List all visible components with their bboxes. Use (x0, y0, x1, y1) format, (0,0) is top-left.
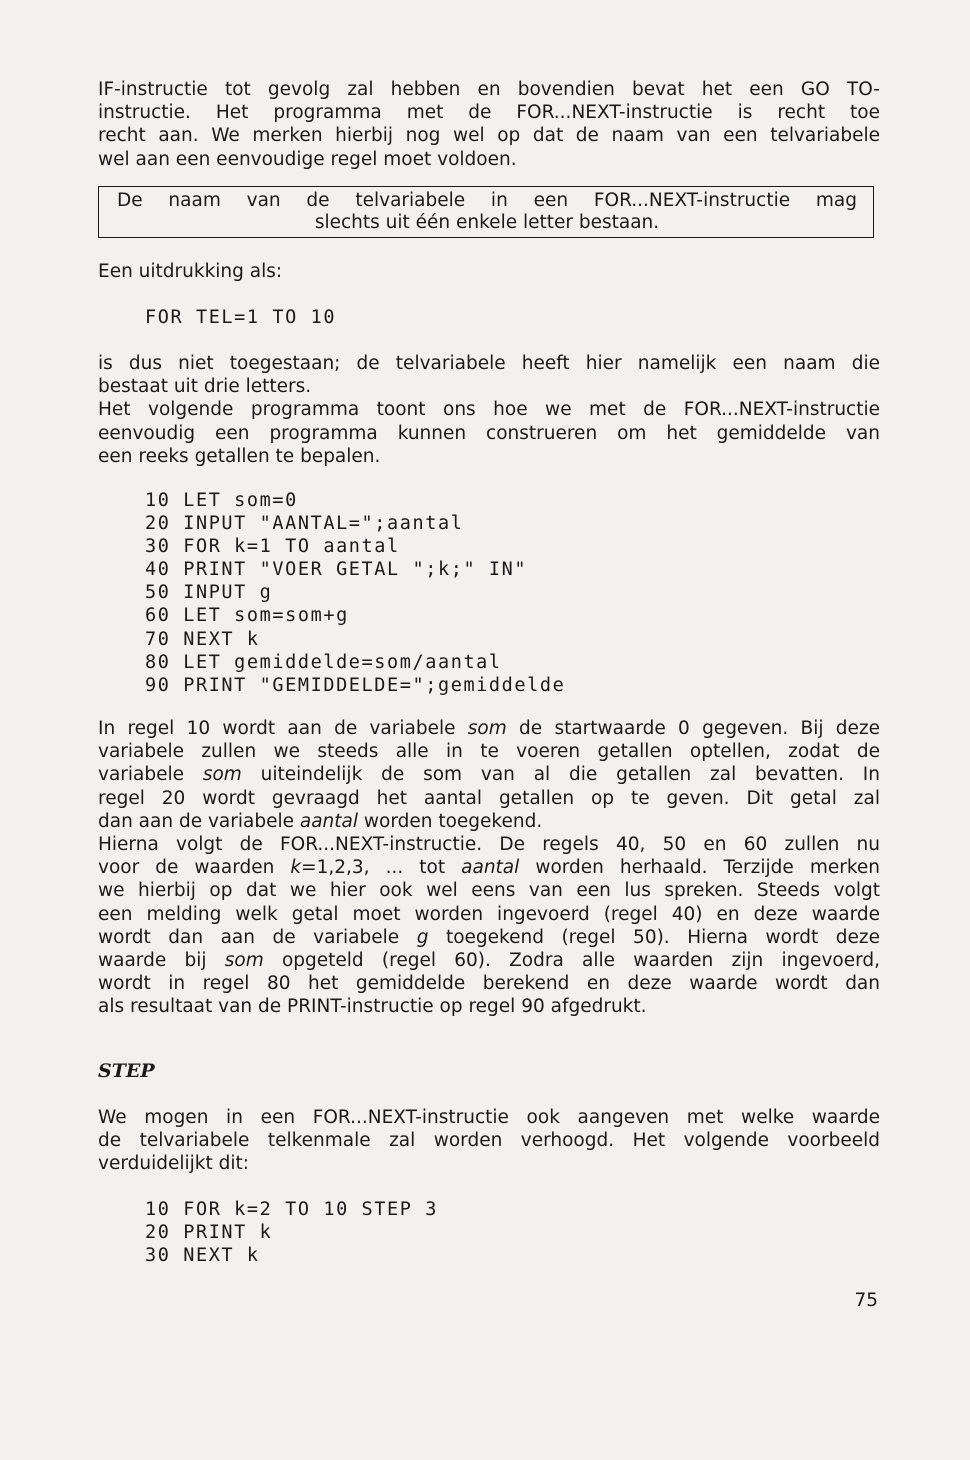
text-line: eenvoudig een programma kunnen construeren om het gemiddelde van (98, 422, 880, 444)
page-number: 75 (854, 1290, 878, 1311)
text-line: variabele zullen we steeds alle in te voeren getallen optellen, zodat de (98, 741, 880, 763)
paragraph-explanation (98, 352, 880, 468)
text-line: wel aan een eenvoudige regel moet voldoen. (98, 148, 517, 170)
text-line: een melding welk getal moet worden ingevoerd (regel 40) en deze waarde (98, 903, 880, 925)
rule-line: slechts uit één enkele letter bestaan. (314, 212, 660, 233)
text-line: is dus niet toegestaan; de telvariabele heeft hier namelijk een naam die (98, 353, 880, 374)
code-listing-step (145, 1198, 438, 1267)
text-line: als resultaat van de PRINT-instructie op regel 90 afgedrukt. (98, 996, 647, 1018)
code-line: 70 NEXT k (145, 628, 260, 650)
text-line: waarde bij som opgeteld (regel 60). Zodra alle waarden zijn ingevoerd, (98, 950, 880, 972)
code-example-invalid (145, 306, 336, 329)
text-line: dan aan de variabele aantal worden toegekend. (98, 810, 543, 832)
text-line: wordt dan aan de variabele g toegekend (regel 50). Hierna wordt deze (98, 926, 880, 948)
code-line: 90 PRINT "GEMIDDELDE=";gemiddelde (145, 674, 566, 696)
code-line: 30 FOR k=1 TO aantal (145, 536, 400, 558)
text-line: we hierbij op dat we hier ook wel eens van een lus spreken. Steeds volgt (98, 880, 880, 902)
code-line: 10 FOR k=2 TO 10 STEP 3 (145, 1199, 438, 1220)
rule-line: De naam van de telvariabele in een FOR...NEXT-instructie mag (117, 190, 857, 211)
code-line: 60 LET som=som+g (145, 605, 349, 627)
text-line: verduidelijkt dit: (98, 1153, 249, 1175)
code-line: 40 PRINT "VOER GETAL ";k;" IN" (145, 559, 528, 581)
text-line: instructie. Het programma met de FOR...NEXT-instructie is recht toe (98, 102, 880, 124)
paragraph-intro (98, 78, 880, 171)
text-line: regel 20 wordt gevraagd het aantal getallen op te geven. Dit getal zal (98, 787, 880, 809)
code-line: 20 INPUT "AANTAL=";aantal (145, 513, 464, 535)
section-heading-step: STEP (98, 1060, 155, 1082)
text-line: We mogen in een FOR...NEXT-instructie ook aangeven met welke waarde (98, 1107, 880, 1128)
code-line: FOR TEL=1 TO 10 (145, 307, 337, 328)
text-line: variabele som uiteindelijk de som van al die getallen zal bevatten. In (98, 764, 880, 786)
text-line: Hierna volgt de FOR...NEXT-instructie. De regels 40, 50 en 60 zullen nu (98, 834, 880, 856)
text-line: de telvariabele telkenmale zal worden verhoogd. Het volgende voorbeeld (98, 1130, 880, 1152)
text-line: recht aan. We merken hierbij nog wel op dat de naam van een telvariabele (98, 125, 880, 147)
code-line: 30 NEXT k (145, 1245, 260, 1267)
text-line: IF-instructie tot gevolg zal hebben en bovendien bevat het een GO TO- (98, 79, 880, 100)
text-line: bestaat uit drie letters. (98, 376, 312, 398)
code-line: 50 INPUT g (145, 582, 273, 604)
text-line: voor de waarden k=1,2,3, ... tot aantal worden herhaald. Terzijde merken (98, 857, 880, 879)
text-line: een reeks getallen te bepalen. (98, 445, 381, 467)
code-listing-average (145, 489, 565, 697)
text-line: Een uitdrukking als: (98, 261, 283, 282)
code-line: 10 LET som=0 (145, 490, 298, 511)
text-line: In regel 10 wordt aan de variabele som de startwaarde 0 gegeven. Bij deze (98, 718, 880, 739)
code-line: 80 LET gemiddelde=som/aantal (145, 651, 502, 673)
text-line: Het volgende programma toont ons hoe we met de FOR...NEXT-instructie (98, 399, 880, 421)
paragraph-step-intro (98, 1106, 880, 1176)
paragraph-program-explanation (98, 717, 880, 1019)
paragraph-expression-intro (98, 260, 880, 283)
text-line: wordt in regel 80 het gemiddelde berekend en deze waarde wordt dan (98, 973, 880, 995)
code-line: 20 PRINT k (145, 1222, 273, 1244)
rule-box (98, 186, 874, 238)
